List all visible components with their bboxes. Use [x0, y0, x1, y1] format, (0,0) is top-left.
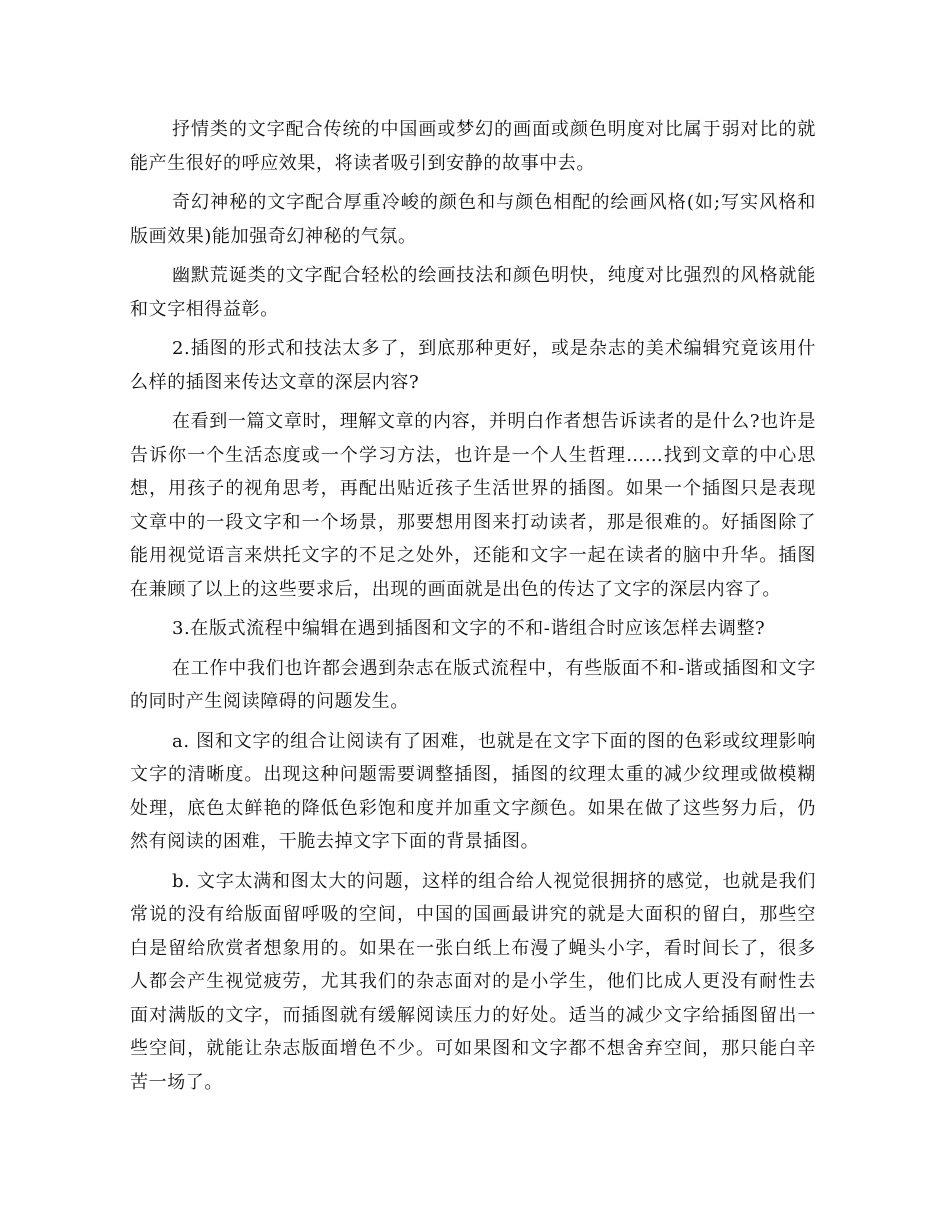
paragraph-question-3: 3.在版式流程中编辑在遇到插图和文字的不和-谐组合时应该怎样去调整?: [172, 618, 766, 639]
paragraph-humor-text: 幽默荒诞类的文字配合轻松的绘画技法和颜色明快，纯度对比强烈的风格就能和文字相得益彰。: [130, 265, 816, 320]
paragraph-answer-2: 在看到一篇文章时，理解文章的内容，并明白作者想告诉读者的是什么?也许是告诉你一个生活态度或一个学习方法，也许是一个人生哲理……找到文章的中心思想，用孩子的视角思考，再配出贴近孩子生活世界的插图。如果一个插图只是表现文章中的一段文字和一个场景，那要想用图来打动读者，那是很难的。好插图除了能用视觉语言来烘托文字的不足之处外，还能和文字一起在读者的脑中升华。插图在兼顾了以上的这些要求后，出现的画面就是出色的传达了文字的深层内容了。: [130, 411, 816, 600]
paragraph-point-b: b. 文字太满和图太大的问题，这样的组合给人视觉很拥挤的感觉，也就是我们常说的没有给版面留呼吸的空间，中国的国画最讲究的就是大面积的留白，那些空白是留给欣赏者想象用的。如果在一张白纸上布漫了蝇头小字，看时间长了，很多人都会产生视觉疲劳，尤其我们的杂志面对的是小学生，他们比成人更没有耐性去面对满版的文字，而插图就有缓解阅读压力的好处。适当的减少文字给插图留出一些空间，就能让杂志版面增色不少。可如果图和文字都不想舍弃空间，那只能白辛苦一场了。: [130, 870, 816, 1093]
document-body: [130, 113, 816, 1105]
paragraph-answer-3-intro: 在工作中我们也许都会遇到杂志在版式流程中，有些版面不和-谐或插图和文字的同时产生阅读障碍的问题发生。: [130, 657, 816, 712]
paragraph-question-2: 2.插图的形式和技法太多了，到底那种更好，或是杂志的美术编辑究竟该用什么样的插图来传达文章的深层内容?: [130, 338, 816, 393]
paragraph-point-a: a. 图和文字的组合让阅读有了困难，也就是在文字下面的图的色彩或纹理影响文字的清晰度。出现这种问题需要调整插图，插图的纹理太重的减少纹理或做模糊处理，底色太鲜艳的降低色彩饱和度并加重文字颜色。如果在做了这些努力后，仍然有阅读的困难，干脆去掉文字下面的背景插图。: [130, 730, 816, 852]
paragraph-fantasy-text: 奇幻神秘的文字配合厚重冷峻的颜色和与颜色相配的绘画风格(如;写实风格和版画效果)能加强奇幻神秘的气氛。: [130, 192, 816, 247]
paragraph-lyrical-text: 抒情类的文字配合传统的中国画或梦幻的画面或颜色明度对比属于弱对比的就能产生很好的呼应效果，将读者吸引到安静的故事中去。: [130, 119, 816, 174]
